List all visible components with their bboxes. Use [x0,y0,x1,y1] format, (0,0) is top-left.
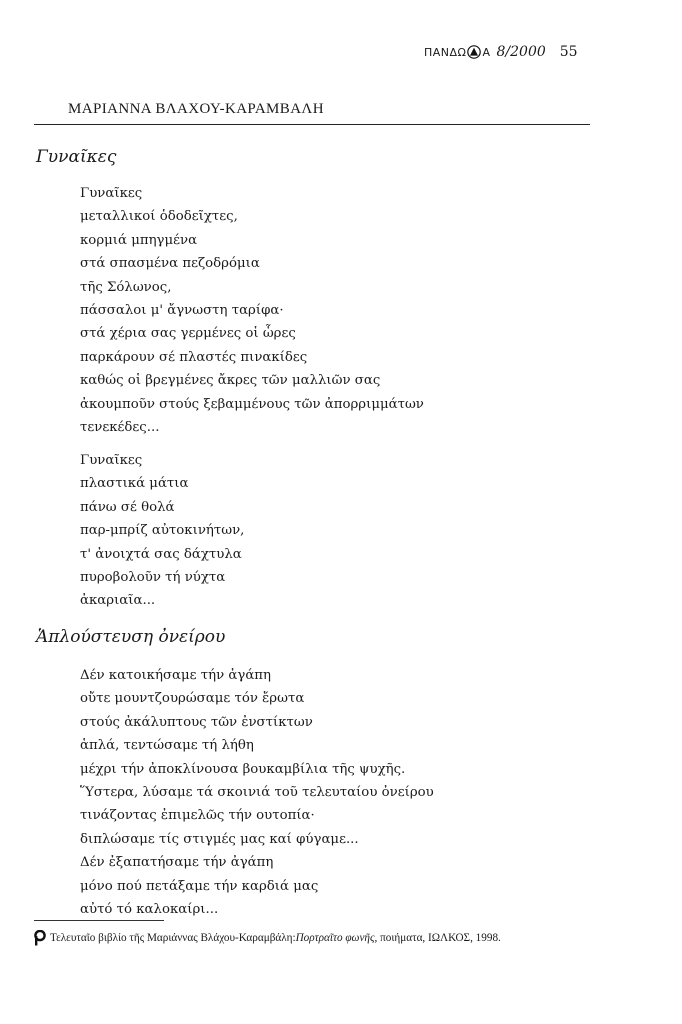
poem-line: παρ-μπρίζ αὐτοκινήτων, [80,523,245,539]
poem-line: Γυναῖκες [80,186,143,201]
footnote-text-before: Τελευταῖο βιβλίο τῆς Μαριάννας Βλάχου-Καραμβάλη: [50,932,296,944]
poem-line: Ὕστερα, λύσαμε τά σκοινιά τοῦ τελευταίου ὀνείρου [80,784,434,800]
author-name: ΜΑΡΙΑΝΝΑ ΒΛΑΧΟΥ-ΚΑΡΑΜΒΑΛΗ [68,101,324,117]
issue-number: 8/2000 [496,44,546,60]
poem-line: ἁπλά, τεντώσαμε τή λήθη [80,738,254,754]
triangle-logo-icon [467,45,481,59]
poem-line: μόνο πού πετάξαμε τήν καρδιά μας [80,878,319,894]
poem-line: οὔτε μουντζουρώσαμε τόν ἔρωτα [80,691,305,707]
poem-title-2: Ἁπλούστευση ὀνείρου [36,627,226,647]
poem-line: καθώς οἱ βρεγμένες ἄκρες τῶν μαλλιῶν σας [80,373,381,389]
poem-line: ἀκουμποῦν στούς ξεβαμμένους τῶν ἀπορριμμάτων [80,396,424,412]
poem-line: αὐτό τό καλοκαίρι... [80,901,219,917]
poem-line: στά σπασμένα πεζοδρόμια [80,256,260,272]
poem-title-1: Γυναῖκες [36,147,117,167]
poem-line: τενεκέδες... [80,419,160,435]
poem-2-stanza-1 [80,664,434,921]
poem-line: πάνω σέ θολά [80,499,175,515]
poem-line: στούς ἀκάλυπτους τῶν ἐνστίκτων [80,714,313,730]
poem-1-stanza-1 [80,182,424,439]
poem-line: μεταλλικοί ὁδοδεῖχτες, [80,209,238,225]
poem-line: παρκάρουν σέ πλαστές πινακίδες [80,349,308,365]
poem-line: ἀκαριαῖα... [80,593,156,609]
poem-line: Γυναῖκες [80,453,143,468]
poem-line: διπλώσαμε τίς στιγμές μας καί φύγαμε... [80,831,359,847]
poem-line: πλαστικά μάτια [80,476,189,492]
footnote-book-title: Πορτραῖτο φωνῆς [295,932,375,944]
footnote-marker-icon [34,930,46,946]
poem-line: Δέν ἐξαπατήσαμε τήν ἀγάπη [80,855,274,871]
poem-line: πυροβολοῦν τή νύχτα [80,569,226,585]
footnote [34,930,501,946]
journal-logo [424,45,491,59]
poem-line: κορμιά μπηγμένα [80,232,198,248]
footnote-divider [34,920,164,921]
journal-name-right: Α [482,45,491,59]
poem-line: τινάζοντας ἐπιμελῶς τήν ουτοπία· [80,808,315,824]
poem-line: στά χέρια σας γερμένες οἱ ὧρες [80,326,296,342]
header-divider [34,124,590,125]
page-header [424,44,578,60]
poem-line: πάσσαλοι μ' ἄγνωστη ταρίφα· [80,302,284,318]
poem-line: τῆς Σόλωνος, [80,279,172,295]
poem-line: τ' ἀνοιχτά σας δάχτυλα [80,546,242,562]
poem-line: Δέν κατοικήσαμε τήν ἀγάπη [80,668,271,683]
page-number: 55 [559,44,578,60]
poem-line: μέχρι τήν ἀποκλίνουσα βουκαμβίλια τῆς ψυχῆς. [80,761,406,777]
footnote-text-after: , ποιήματα, ΙΩΛΚΟΣ, 1998. [374,932,501,944]
journal-name-left: ΠΑΝΔΩ [424,45,467,59]
poem-1-stanza-2 [80,449,244,613]
